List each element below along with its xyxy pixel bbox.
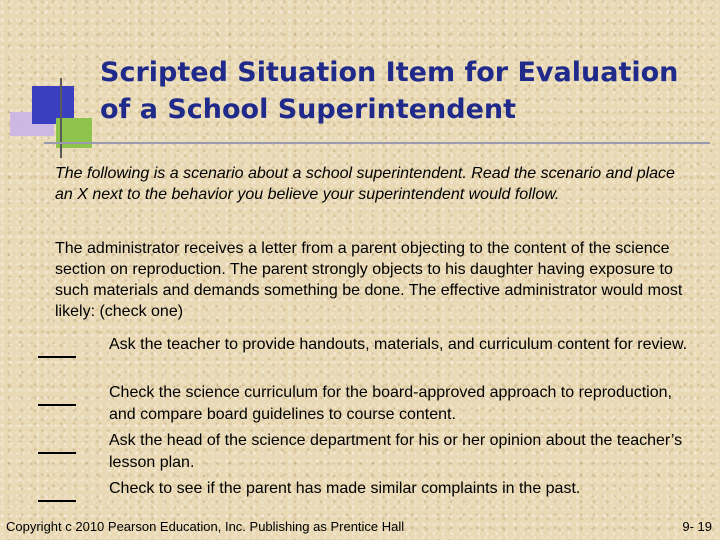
answer-blank[interactable] <box>38 339 76 358</box>
option-item[interactable] <box>36 382 696 430</box>
copyright-footer: Copyright c 2010 Pearson Education, Inc. Publishing as Prentice Hall <box>6 519 405 534</box>
page-number: 9- 19 <box>682 519 712 534</box>
option-text: Check to see if the parent has made similar complaints in the past. <box>109 480 581 497</box>
option-text: Ask the teacher to provide handouts, materials, and curriculum content for review. <box>109 336 688 353</box>
intro-text: The following is a scenario about a school superintendent. Read the scenario and place an X next to the behavior you believe your superintendent would follow. <box>55 165 675 203</box>
scenario-text: The administrator receives a letter from a parent objecting to the content of the science section on reproduction. The parent strongly objects to his daughter having exposure to such materials and demands something be done. The effective administrator would most likely: (check one) <box>55 240 683 320</box>
option-text: Ask the head of the science department for his or her opinion about the teacher’s lesson plan. <box>109 432 683 471</box>
answer-blank[interactable] <box>38 483 76 502</box>
slide-title: Scripted Situation Item for Evaluation of a School Superintendent <box>100 57 679 125</box>
title-underline <box>44 142 710 144</box>
decor-vertical-line <box>60 78 62 158</box>
answer-blank[interactable] <box>38 387 76 406</box>
option-item[interactable] <box>36 430 696 478</box>
option-text: Check the science curriculum for the board-approved approach to reproduction, and compare board guidelines to course content. <box>109 384 672 423</box>
answer-blank[interactable] <box>38 435 76 454</box>
options-list <box>36 334 696 526</box>
option-item[interactable] <box>36 334 696 382</box>
